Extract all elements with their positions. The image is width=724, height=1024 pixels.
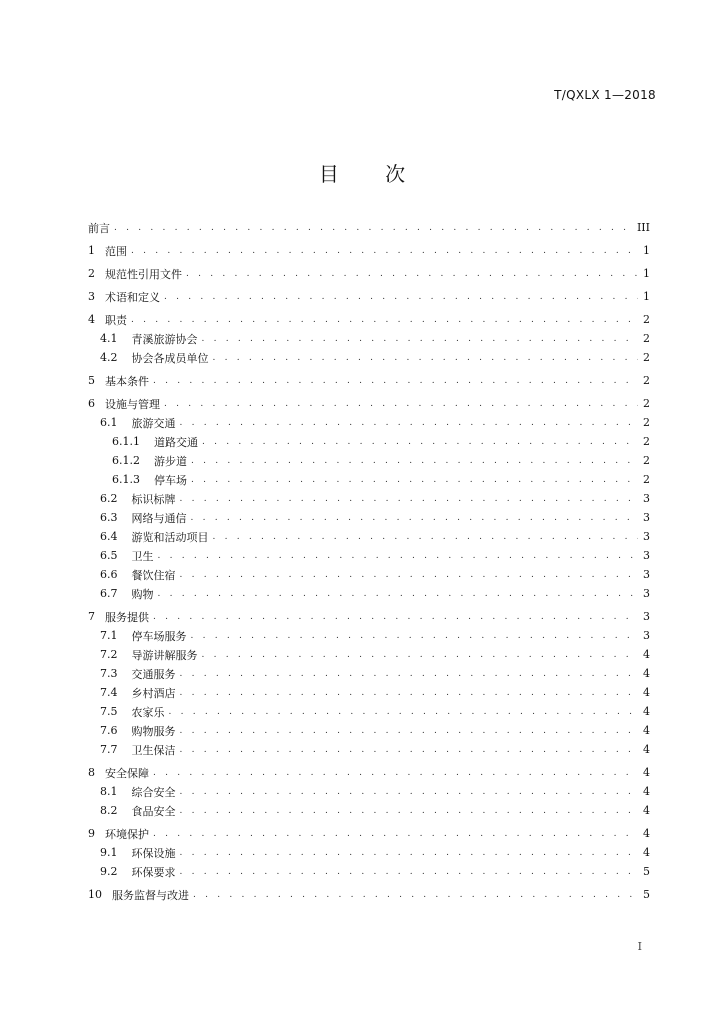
toc-entry-title: 停车场服务 [131, 629, 187, 643]
toc-entry-number: 6.1.2 [112, 454, 140, 467]
toc-entry-page: 3 [643, 587, 650, 600]
toc-dot-leader [153, 768, 638, 778]
toc-entry-number: 6.7 [100, 587, 118, 600]
toc-entry-page: 3 [643, 530, 650, 543]
toc-entry-title: 服务提供 [105, 610, 149, 624]
toc-entry[interactable] [88, 824, 650, 843]
toc-entry-page: 4 [643, 724, 650, 737]
toc-entry[interactable] [88, 584, 650, 603]
toc-entry-number: 4.1 [100, 332, 118, 345]
toc-entry-page: 4 [643, 846, 650, 859]
toc-entry-page: 3 [643, 568, 650, 581]
toc-entry[interactable] [88, 470, 650, 489]
document-code: T/QXLX 1—2018 [554, 88, 656, 102]
toc-entry-number: 8 [88, 766, 95, 779]
toc-entry-title: 乡村酒店 [131, 686, 176, 700]
toc-entry[interactable] [88, 607, 650, 626]
toc-entry-page: 1 [643, 244, 650, 257]
toc-entry-number: 3 [88, 290, 95, 303]
toc-dot-leader [158, 551, 639, 561]
table-of-contents [88, 218, 650, 904]
toc-dot-leader [180, 494, 639, 504]
toc-dot-leader [180, 570, 639, 580]
toc-dot-leader [202, 650, 639, 660]
toc-dot-leader [131, 315, 638, 325]
toc-dot-leader [180, 745, 639, 755]
toc-entry-page: 2 [643, 351, 650, 364]
toc-dot-leader [131, 246, 638, 256]
toc-dot-leader [180, 867, 639, 877]
toc-dot-leader [191, 456, 638, 466]
toc-entry-title: 前言 [88, 221, 110, 235]
toc-dot-leader [114, 223, 633, 233]
toc-dot-leader [153, 612, 638, 622]
toc-entry-number: 2 [88, 267, 95, 280]
toc-entry-title: 综合安全 [131, 785, 176, 799]
toc-entry[interactable] [88, 645, 650, 664]
toc-entry[interactable] [88, 413, 650, 432]
toc-entry-page: 4 [643, 705, 650, 718]
toc-entry[interactable] [88, 218, 650, 237]
toc-entry[interactable] [88, 451, 650, 470]
toc-entry[interactable] [88, 721, 650, 740]
toc-entry[interactable] [88, 683, 650, 702]
toc-entry-title: 规范性引用文件 [105, 267, 182, 281]
toc-dot-leader [202, 334, 639, 344]
toc-entry[interactable] [88, 527, 650, 546]
toc-entry[interactable] [88, 287, 650, 306]
toc-entry-title: 职责 [105, 313, 127, 327]
toc-entry-title: 购物 [131, 587, 154, 601]
toc-entry-title: 游览和活动项目 [131, 530, 209, 544]
toc-dot-leader [202, 437, 638, 447]
toc-entry[interactable] [88, 371, 650, 390]
toc-entry-title: 设施与管理 [105, 397, 160, 411]
toc-entry-number: 7.1 [100, 629, 118, 642]
toc-entry-page: 3 [643, 492, 650, 505]
toc-dot-leader [180, 669, 639, 679]
toc-entry-title: 卫生保洁 [131, 743, 176, 757]
toc-entry[interactable] [88, 801, 650, 820]
toc-entry[interactable] [88, 843, 650, 862]
toc-dot-leader [153, 829, 638, 839]
toc-entry-title: 卫生 [131, 549, 154, 563]
toc-entry-title: 术语和定义 [105, 290, 160, 304]
toc-dot-leader [191, 475, 638, 485]
toc-entry-title: 环保要求 [131, 865, 176, 879]
toc-entry-number: 8.2 [100, 804, 118, 817]
toc-entry-page: 4 [643, 743, 650, 756]
toc-entry-title: 范围 [105, 244, 127, 258]
toc-entry-page: 2 [643, 374, 650, 387]
toc-entry-page: 4 [643, 827, 650, 840]
toc-entry-page: 4 [643, 785, 650, 798]
toc-dot-leader [180, 418, 639, 428]
toc-dot-leader [153, 376, 638, 386]
toc-entry-title: 食品安全 [131, 804, 176, 818]
toc-entry-number: 6.6 [100, 568, 118, 581]
toc-entry-number: 8.1 [100, 785, 118, 798]
toc-entry-number: 7.5 [100, 705, 118, 718]
toc-entry[interactable] [88, 565, 650, 584]
toc-dot-leader [158, 589, 639, 599]
toc-dot-leader [191, 631, 639, 641]
toc-entry[interactable] [88, 626, 650, 645]
toc-entry-page: 5 [643, 888, 650, 901]
toc-entry-title: 餐饮住宿 [131, 568, 176, 582]
toc-entry-number: 6.1 [100, 416, 118, 429]
toc-entry-number: 1 [88, 244, 95, 257]
page-number: I [637, 940, 642, 953]
toc-entry[interactable] [88, 241, 650, 260]
toc-entry-page: 2 [643, 397, 650, 410]
toc-entry[interactable] [88, 702, 650, 721]
toc-entry-page: 3 [643, 610, 650, 623]
toc-dot-leader [180, 688, 639, 698]
toc-entry-number: 7.7 [100, 743, 118, 756]
toc-entry-page: 4 [643, 686, 650, 699]
toc-entry[interactable] [88, 329, 650, 348]
toc-entry-number: 7.2 [100, 648, 118, 661]
toc-entry-number: 7 [88, 610, 95, 623]
toc-entry-title: 农家乐 [131, 705, 165, 719]
toc-entry-number: 7.4 [100, 686, 118, 699]
toc-entry-page: 3 [643, 511, 650, 524]
toc-entry[interactable] [88, 348, 650, 367]
toc-entry[interactable] [88, 432, 650, 451]
toc-entry-page: 4 [643, 648, 650, 661]
toc-dot-leader [180, 726, 639, 736]
toc-entry-number: 6.1.3 [112, 473, 140, 486]
toc-entry-title: 协会各成员单位 [131, 351, 209, 365]
toc-entry-page: 2 [643, 332, 650, 345]
toc-dot-leader [180, 806, 639, 816]
toc-entry-title: 安全保障 [105, 766, 149, 780]
toc-entry-page: 2 [643, 416, 650, 429]
toc-entry-title: 服务监督与改进 [112, 888, 189, 902]
toc-entry-title: 标识标牌 [131, 492, 176, 506]
toc-dot-leader [191, 513, 639, 523]
toc-entry-title: 购物服务 [131, 724, 176, 738]
toc-entry-title: 青溪旅游协会 [131, 332, 198, 346]
toc-entry-number: 7.3 [100, 667, 118, 680]
toc-entry[interactable] [88, 782, 650, 801]
toc-entry-number: 4 [88, 313, 95, 326]
toc-dot-leader [193, 890, 638, 900]
toc-entry-number: 6.5 [100, 549, 118, 562]
toc-entry-title: 游步道 [154, 454, 187, 468]
toc-entry-number: 9.2 [100, 865, 118, 878]
toc-entry-page: 2 [643, 454, 650, 467]
toc-dot-leader [180, 848, 639, 858]
toc-dot-leader [213, 353, 639, 363]
toc-entry-page: 3 [643, 629, 650, 642]
toc-entry-page: 5 [643, 865, 650, 878]
toc-entry-number: 7.6 [100, 724, 118, 737]
toc-title: 目 次 [318, 162, 426, 186]
toc-entry[interactable] [88, 310, 650, 329]
toc-entry[interactable] [88, 664, 650, 683]
toc-entry[interactable] [88, 264, 650, 283]
toc-entry-number: 9.1 [100, 846, 118, 859]
toc-entry[interactable] [88, 508, 650, 527]
toc-entry-number: 5 [88, 374, 95, 387]
toc-entry-title: 环保设施 [131, 846, 176, 860]
toc-entry-title: 网络与通信 [131, 511, 187, 525]
toc-dot-leader [169, 707, 639, 717]
toc-dot-leader [213, 532, 639, 542]
toc-entry-page: 2 [643, 473, 650, 486]
toc-entry-number: 6.1.1 [112, 435, 140, 448]
toc-entry-page: 4 [643, 766, 650, 779]
toc-entry-number: 6.2 [100, 492, 118, 505]
toc-entry-title: 环境保护 [105, 827, 149, 841]
toc-entry-title: 基本条件 [105, 374, 149, 388]
toc-entry[interactable] [88, 763, 650, 782]
toc-entry-number: 6.3 [100, 511, 118, 524]
toc-entry-title: 停车场 [154, 473, 187, 487]
toc-entry-title: 交通服务 [131, 667, 176, 681]
toc-dot-leader [164, 292, 638, 302]
toc-entry-number: 6.4 [100, 530, 118, 543]
toc-dot-leader [186, 269, 638, 279]
toc-entry-title: 旅游交通 [131, 416, 176, 430]
toc-entry-title: 导游讲解服务 [131, 648, 198, 662]
toc-entry[interactable] [88, 862, 650, 881]
toc-entry-number: 9 [88, 827, 95, 840]
toc-entry-page: 1 [643, 290, 650, 303]
toc-entry-page: 2 [643, 313, 650, 326]
toc-entry-page: III [636, 221, 650, 234]
toc-dot-leader [180, 787, 639, 797]
toc-entry-number: 6 [88, 397, 95, 410]
toc-entry-page: 2 [643, 435, 650, 448]
toc-entry-page: 4 [643, 667, 650, 680]
toc-entry-number: 10 [88, 888, 102, 901]
toc-entry[interactable] [88, 740, 650, 759]
toc-entry-number: 4.2 [100, 351, 118, 364]
toc-entry[interactable] [88, 546, 650, 565]
toc-entry-page: 1 [643, 267, 650, 280]
toc-entry[interactable] [88, 489, 650, 508]
toc-entry[interactable] [88, 394, 650, 413]
toc-entry-title: 道路交通 [154, 435, 198, 449]
toc-entry[interactable] [88, 885, 650, 904]
toc-entry-page: 3 [643, 549, 650, 562]
toc-dot-leader [164, 399, 638, 409]
toc-entry-page: 4 [643, 804, 650, 817]
